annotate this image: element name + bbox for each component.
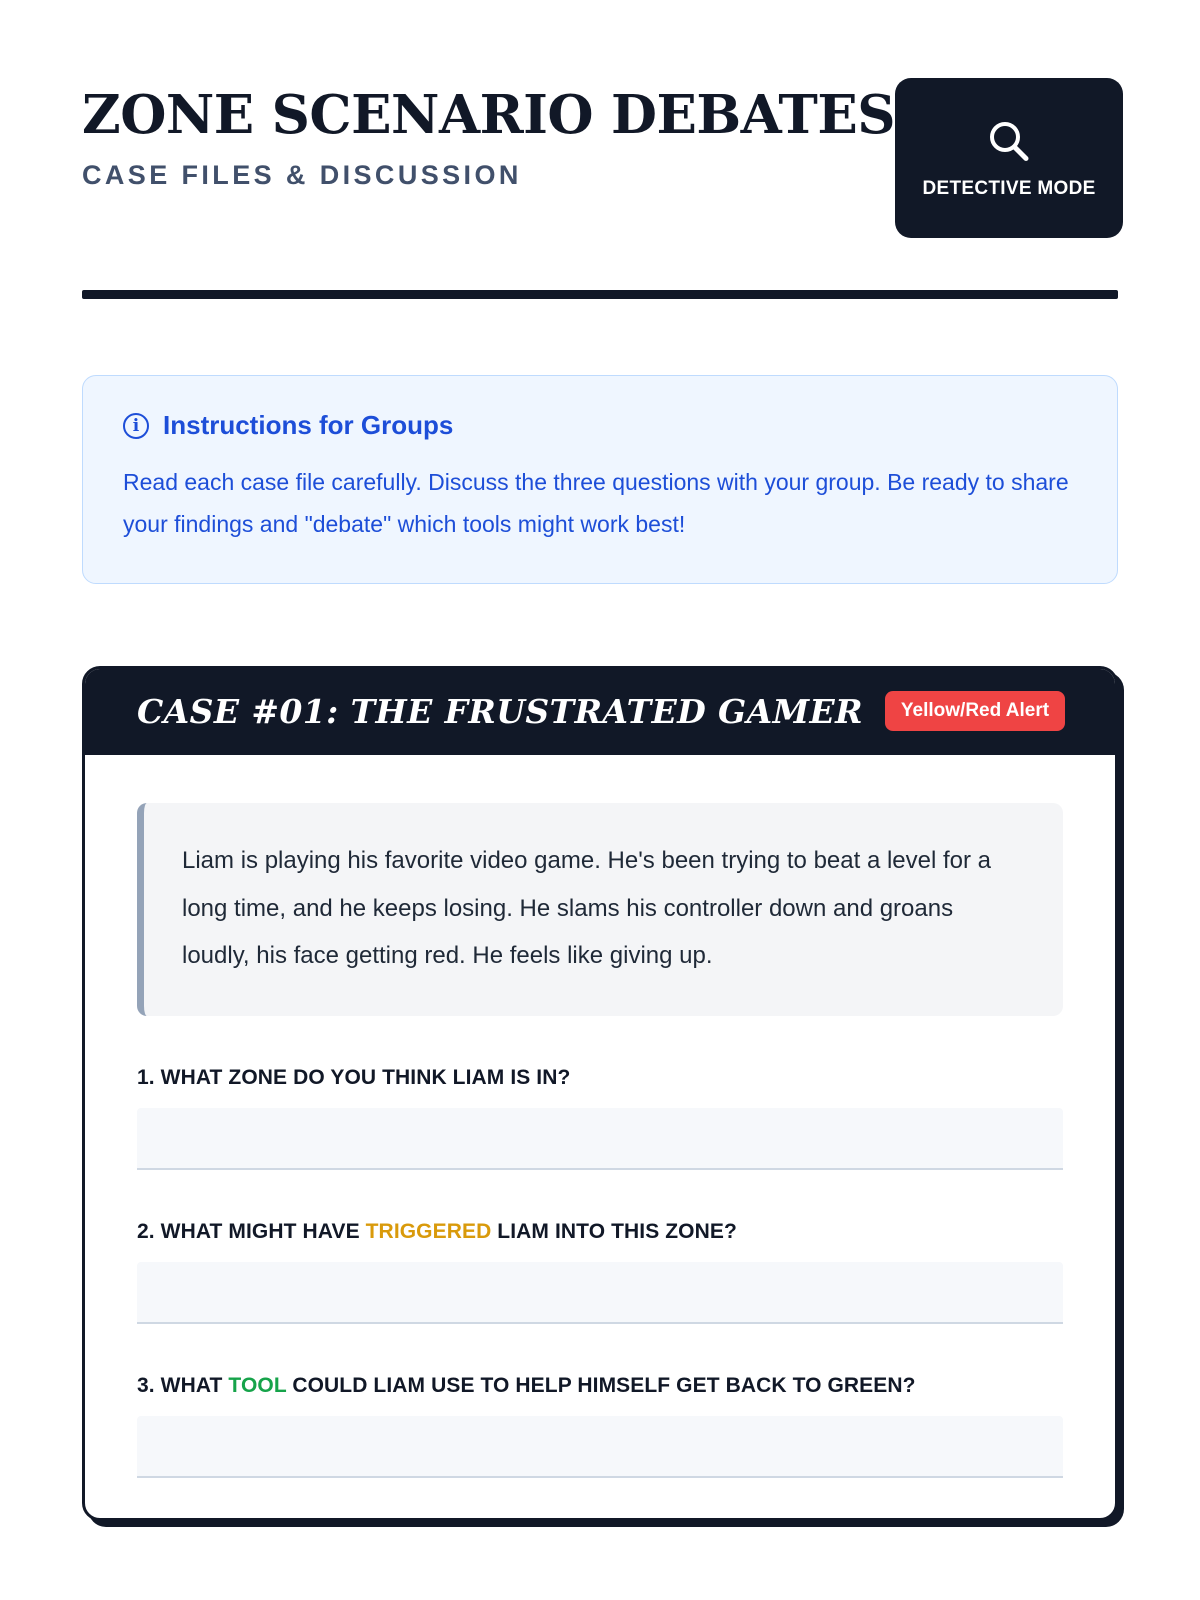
instructions-title: Instructions for Groups [163, 410, 454, 440]
question-2-text-pre: WHAT MIGHT HAVE [154, 1219, 366, 1243]
detective-mode-button[interactable] [895, 78, 1123, 238]
answer-input-3[interactable] [137, 1416, 1063, 1478]
question-2-highlight: TRIGGERED [365, 1219, 492, 1243]
question-3-label [137, 1374, 1063, 1398]
question-3-highlight: TOOL [228, 1373, 287, 1397]
question-1-number: 1. [137, 1065, 155, 1089]
answer-input-1[interactable] [137, 1108, 1063, 1170]
case-body [85, 755, 1115, 1518]
scenario-block [137, 803, 1063, 1016]
question-1-text: WHAT ZONE DO YOU THINK LIAM IS IN? [154, 1065, 571, 1089]
question-2-text-post: LIAM INTO THIS ZONE? [491, 1219, 737, 1243]
title-block [82, 78, 895, 191]
header-divider [82, 290, 1118, 299]
search-icon [983, 116, 1035, 168]
instructions-panel [82, 375, 1118, 584]
status-badge: Yellow/Red Alert [885, 691, 1065, 731]
question-2 [137, 1220, 1063, 1324]
page-title: ZONE SCENARIO DEBATES [82, 84, 896, 146]
question-3-text-post: COULD LIAM USE TO HELP HIMSELF GET BACK TO GREEN? [286, 1373, 916, 1397]
case-title: CASE #01: THE FRUSTRATED GAMER [137, 691, 863, 731]
detective-mode-label: DETECTIVE MODE [922, 178, 1096, 199]
instructions-text: Read each case file carefully. Discuss the three questions with your group. Be ready to share your findings and "debate" which tools might work best! [123, 469, 1069, 538]
question-3-number: 3. [137, 1373, 155, 1397]
question-3-text-pre: WHAT [154, 1373, 229, 1397]
scenario-text: Liam is playing his favorite video game. He's been trying to beat a level for a long time, and he keeps losing. He slams his controller down and groans loudly, his face getting red. He feels like giving up. [182, 847, 992, 970]
info-icon: i [123, 413, 149, 439]
case-header [85, 669, 1115, 755]
question-1 [137, 1066, 1063, 1170]
question-2-label [137, 1220, 1063, 1244]
question-3 [137, 1374, 1063, 1478]
page-subtitle: CASE FILES & DISCUSSION [82, 159, 522, 190]
answer-input-2[interactable] [137, 1262, 1063, 1324]
question-1-label [137, 1066, 1063, 1090]
page-header [82, 78, 1118, 238]
case-card [82, 666, 1118, 1521]
question-2-number: 2. [137, 1219, 155, 1243]
instructions-header [123, 410, 1077, 441]
